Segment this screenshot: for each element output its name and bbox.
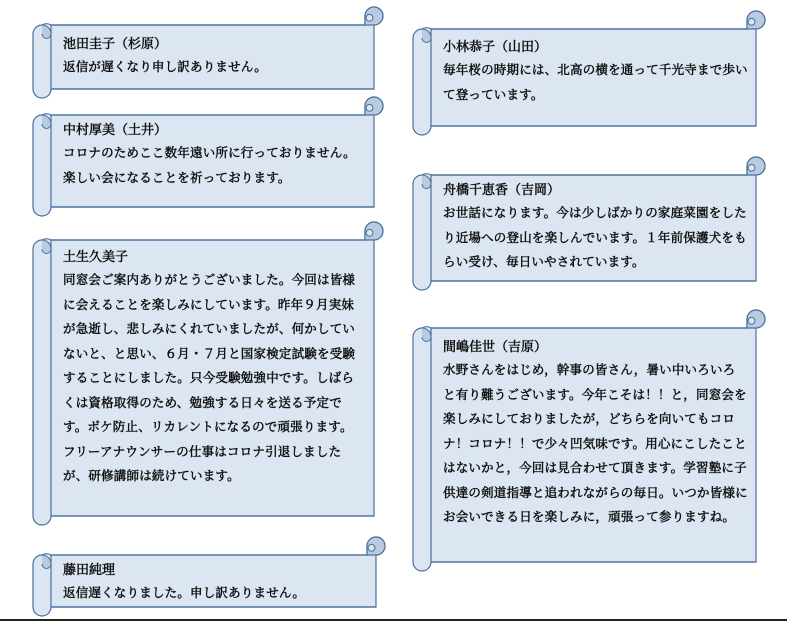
message-text: 水野さんをはじめ，幹事の皆さん，暑い中いろいろと有り難うございます。今年こそは！！と，同窓会を楽しみにしておりましたが，どちらを向いてもコロナ！コロナ！！で少々凹気味です。用心にこしたことはないかと，今回は見合わせて頂きます。学習塾に子供達の剣道指導と追われながらの毎日。いつか皆様にお会いできる日を楽しみに，頑張って参りますね。 (443, 362, 748, 524)
sender-name: 藤田純理 (63, 563, 116, 578)
sender-name: 中村厚美（土井） (63, 123, 168, 138)
message-scroll (413, 11, 765, 144)
message-text: 返信遅くなりました。申し訳ありません。 (63, 585, 306, 600)
sender-name: 間嶋佳世（吉原） (443, 340, 548, 355)
message-scroll (413, 310, 765, 580)
message-scroll (33, 537, 385, 625)
message-text: お世話になります。今は少しばかりの家庭菜園をしたり近場への登山を楽しんでいます。１年前保護犬をもらい受け、毎日いやされています。 (443, 205, 747, 269)
sender-name: 舟橋千恵香（吉岡） (443, 183, 561, 198)
message-text: コロナのためここ数年遠い所に行っておりません。楽しい会になることを祈っております。 (63, 145, 356, 185)
sender-name: 小林恭子（山田） (443, 40, 548, 55)
sender-name: 池田圭子（杉原） (63, 37, 168, 52)
message-scroll (33, 222, 383, 534)
message-text: 同窓会ご案内ありがとうございました。今回は皆様に会えることを楽しみにしています。昨年９月実妹が急逝し、悲しみにくれていましたが、何かしていないと、と思い、６月・７月と国家検定試験を受験することにしました。只今受験勉強中です。しばらくは資格取得のため、勉強する日々を送る予定です。ボケ防止、リカレントになるので頑張ります。フリーアナウンサーの仕事はコロナ引退しましたが、研修講師は続けています。 (63, 272, 356, 483)
message-scroll (33, 7, 383, 107)
message-text: 毎年桜の時期には、北高の横を通って千光寺まで歩いて登っています。 (443, 62, 748, 102)
sender-name: 土生久美子 (63, 250, 129, 265)
message-scroll (33, 97, 383, 225)
message-scroll (413, 157, 765, 299)
message-text: 返信が遅くなり申し訳ありません。 (63, 59, 267, 74)
